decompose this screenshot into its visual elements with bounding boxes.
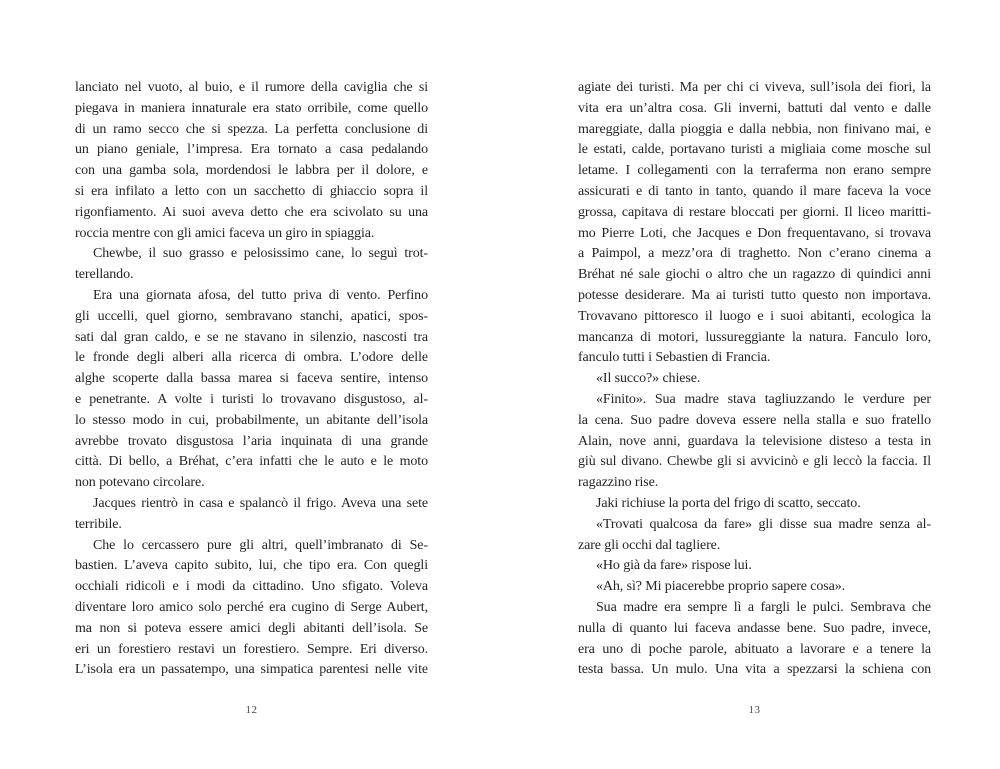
text-line: lanciato nel vuoto, al buio, e il rumore della caviglia che si — [75, 80, 428, 95]
text-line: Bréhat né sale giochi o altro che un ragazzo di quindici anni — [578, 267, 931, 283]
text-line: eri un forestiero restavi un forestiero. Sempre. Eri diverso. — [75, 641, 428, 657]
text-line: nulla di quanto lui faceva andasse bene. Suo padre, invece, — [578, 620, 931, 636]
text-line: terellando. — [75, 267, 134, 283]
text-line: avrebbe trovato disgustosa l’aria inquinata di una grande — [75, 433, 428, 449]
text-line: letame. I collegamenti con la terraferma non erano sempre — [578, 163, 931, 179]
text-line: terribile. — [75, 516, 122, 532]
text-line: città. Di bello, a Bréhat, c’era infatti che le auto e le moto — [75, 454, 428, 470]
page-left-text — [75, 78, 428, 681]
text-line: L’isola era un passatempo, una simpatica parentesi nelle vite — [75, 662, 428, 678]
page-number-right: 13 — [748, 704, 761, 716]
text-line: mancanza di motori, lussureggiante la natura. Fanculo loro, — [578, 329, 931, 345]
text-line: «Finito». Sua madre stava tagliuzzando le verdure per — [596, 391, 931, 407]
text-line: «Trovati qualcosa da fare» gli disse sua madre senza al- — [596, 516, 931, 532]
text-line: Sua madre era sempre lì a fargli le pulci. Sembrava che — [596, 599, 931, 615]
text-line: Alain, nove anni, guardava la televisione disteso a testa in — [578, 433, 931, 449]
text-line: testa bassa. Un mulo. Una vita a spezzarsi la schiena con — [578, 662, 931, 678]
text-line: Trovavano pittoresco il luogo e i suoi abitanti, ecologica la — [578, 308, 931, 324]
text-line: si era infilato a letto con un sacchetto di ghiaccio sopra il — [75, 183, 428, 199]
page-right — [578, 78, 931, 716]
text-line: le fronde degli alberi alla ricerca di ombra. L’odore delle — [75, 350, 428, 366]
text-line: «Il succo?» chiese. — [596, 371, 701, 387]
text-line: «Ah, sì? Mi piacerebbe proprio sapere cosa». — [596, 579, 846, 595]
text-line: «Ho già da fare» rispose lui. — [596, 558, 752, 574]
text-line: Era una giornata afosa, del tutto priva di vento. Perfino — [93, 287, 428, 303]
text-line: roccia mentre con gli amici faceva un giro in spiaggia. — [75, 225, 375, 241]
text-line: ragazzino rise. — [578, 475, 659, 491]
text-line: Jacques rientrò in casa e spalancò il frigo. Aveva una sete — [93, 495, 428, 511]
text-line: era uno di poche parole, abituato a lavorare e a tenere la — [578, 641, 931, 657]
text-line: la cena. Suo padre doveva essere nella stalla e suo fratello — [578, 412, 931, 428]
text-line: non potevano circolare. — [75, 475, 205, 491]
text-line: a Paimpol, a mezz’ora di traghetto. Non c’erano cinema a — [578, 246, 931, 262]
text-line: mareggiate, dalla pioggia e dalla nebbia, non finivano mai, e — [578, 121, 931, 137]
text-line: grossa, capitava di restare bloccati per giorni. Il liceo maritti- — [578, 204, 931, 220]
text-line: mo Pierre Loti, che Jacques e Don frequentavano, si trovava — [578, 225, 931, 241]
text-line: zare gli occhi dal tagliere. — [578, 537, 721, 553]
text-line: lo stesso modo in cui, probabilmente, un abitante dell’isola — [75, 412, 428, 428]
text-line: vita era un’altra cosa. Gli inverni, battuti dal vento e dalle — [578, 100, 931, 116]
text-line: occhiali ridicoli e i modi da cittadino. Uno sfigato. Voleva — [75, 579, 428, 595]
text-line: piegava in maniera innaturale era stato orribile, come quello — [75, 100, 428, 116]
text-line: un piano geniale, l’impresa. Era tornato a casa pedalando — [75, 142, 428, 158]
text-line: Chewbe, il suo grasso e pelosissimo cane, lo seguì trot- — [93, 246, 428, 262]
text-line: gli uccelli, quel giorno, sembravano stanchi, apatici, spos- — [75, 308, 428, 324]
text-line: sati dal gran caldo, e se ne stavano in silenzio, nascosti tra — [75, 329, 428, 345]
text-line: di un ramo secco che si spezza. La perfetta conclusione di — [75, 121, 428, 137]
text-line: alghe scoperte dalla bassa marea si faceva sentire, intenso — [75, 371, 428, 387]
text-line: rigonfiamento. Ai suoi aveva detto che era scivolato su una — [75, 204, 428, 220]
text-line: con una gamba sola, mordendosi le labbra per il dolore, e — [75, 163, 428, 179]
page-number-left: 12 — [245, 704, 258, 716]
text-line: Jaki richiuse la porta del frigo di scatto, seccato. — [596, 495, 861, 511]
text-line: diventare loro amico solo perché era cugino di Serge Aubert, — [75, 599, 428, 615]
text-line: fanculo tutti i Sebastien di Francia. — [578, 350, 771, 366]
text-line: bastien. L’aveva capito subito, lui, che tipo era. Con quegli — [75, 558, 428, 574]
text-line: e penetrante. A volte i turisti lo trovavano disgustoso, al- — [75, 391, 428, 407]
text-line: potesse desiderare. Ma ai turisti tutto questo non importava. — [578, 287, 931, 303]
text-line: agiate dei turisti. Ma per chi ci viveva, sull’isola dei fiori, la — [578, 80, 931, 95]
page-left — [75, 78, 428, 716]
text-line: ma non si poteva essere amici degli abitanti dell’isola. Se — [75, 620, 428, 636]
text-line: assicurati e di tanto in tanto, quando il mare faceva la voce — [578, 183, 931, 199]
page-right-text — [578, 78, 931, 681]
text-line: le estati, calde, portavano turisti a migliaia come mosche sul — [578, 142, 931, 158]
text-line: giù sul divano. Chewbe gli si avvicinò e gli leccò la faccia. Il — [578, 454, 931, 470]
text-line: Che lo cercassero pure gli altri, quell’imbranato di Se- — [93, 537, 428, 553]
